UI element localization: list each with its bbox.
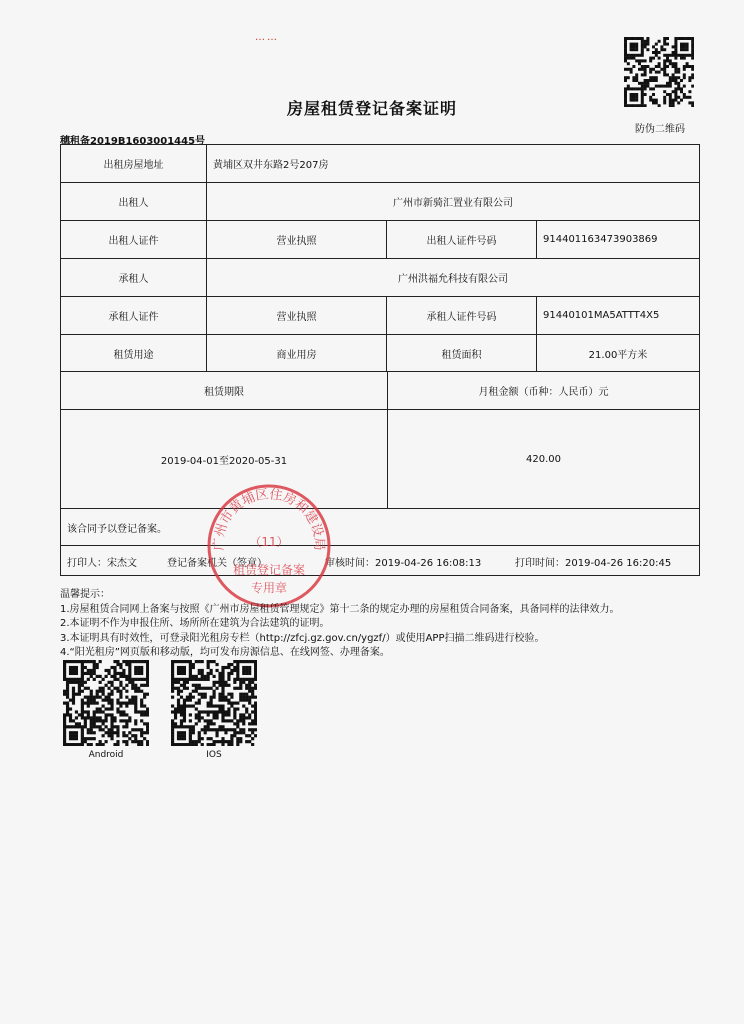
printer: 打印人：宋杰文 [67,557,137,569]
seal-ring-text: 广州市黄埔区住房和建设局 [211,487,327,551]
usage-label: 租赁用途 [113,349,154,361]
area-label: 租赁面积 [441,349,482,361]
note-item: 2.本证明不作为申报住所、场所所在建筑为合法建筑的证明。 [60,618,330,629]
lessor-id-label: 出租人证件 [108,236,159,247]
authority: 登记备案机关（签章） [167,557,267,569]
android-qr-icon [63,660,149,746]
period-label: 租赁期限 [204,387,244,398]
page-title: 房屋租赁登记备案证明 [286,99,457,118]
registration-form-table [60,144,700,576]
lessee-id-type: 营业执照 [276,312,317,323]
address-label: 出租房屋地址 [103,160,164,171]
notes-section [60,588,620,661]
lessee-id-no-label: 承租人证件号码 [426,312,497,323]
lessor-label: 出租人 [118,198,149,209]
note-item: 1.房屋租赁合同网上备案与按照《广州市房屋租赁管理规定》第十二条的规定办理的房屋租赁合同备案，具备同样的法律效力。 [60,603,620,615]
seal-line2: 专用章 [250,581,288,595]
remark: 该合同予以登记备案。 [67,523,167,535]
seal-number: （11） [249,535,289,549]
lessee-id-label: 承租人证件 [108,312,159,323]
lessor-id-no-label: 出租人证件号码 [426,236,497,247]
lessor-id-no: 914401163473903869 [543,234,658,245]
note-item: 4.“阳光租房”网页版和移动版，均可发布房源信息、在线网签、办理备案。 [60,647,390,658]
rent-value: 420.00 [526,453,561,465]
lessee-value: 广州洪福允科技有限公司 [398,274,508,285]
usage-value: 商业用房 [276,349,317,361]
lessor-id-type: 营业执照 [276,236,317,247]
lessor-value: 广州市新骑汇置业有限公司 [393,198,513,209]
review-time: 审核时间：2019-04-26 16:08:13 [325,557,482,569]
anti-counterfeit-qr-icon [624,37,694,107]
android-qr-label: Android [88,750,124,760]
handwritten-scribble: …… [255,32,279,43]
rent-label: 月租金额（币种：人民币）元 [478,387,609,398]
period-value: 2019-04-01至2020-05-31 [160,455,288,467]
notes-heading: 温馨提示： [60,589,110,600]
area-value: 21.00平方米 [588,349,648,361]
address-value: 黄埔区双井东路2号207房 [213,160,329,171]
ios-qr-label: IOS [206,750,222,760]
lessee-id-no: 91440101MA5ATTT4X5 [543,310,660,321]
lessee-label: 承租人 [118,274,149,285]
ios-qr-icon [171,660,257,746]
seal-line1: 租赁登记备案 [232,563,306,577]
print-time: 打印时间：2019-04-26 16:20:45 [515,557,672,569]
document-number: 穗租备2019B1603001445号 [60,136,206,147]
note-item: 3.本证明具有时效性，可登录阳光租房专栏（http://zfcj.gz.gov.cn/ygzf/）或使用APP扫描二维码进行校验。 [60,632,545,644]
qr-label: 防伪二维码 [635,124,685,135]
